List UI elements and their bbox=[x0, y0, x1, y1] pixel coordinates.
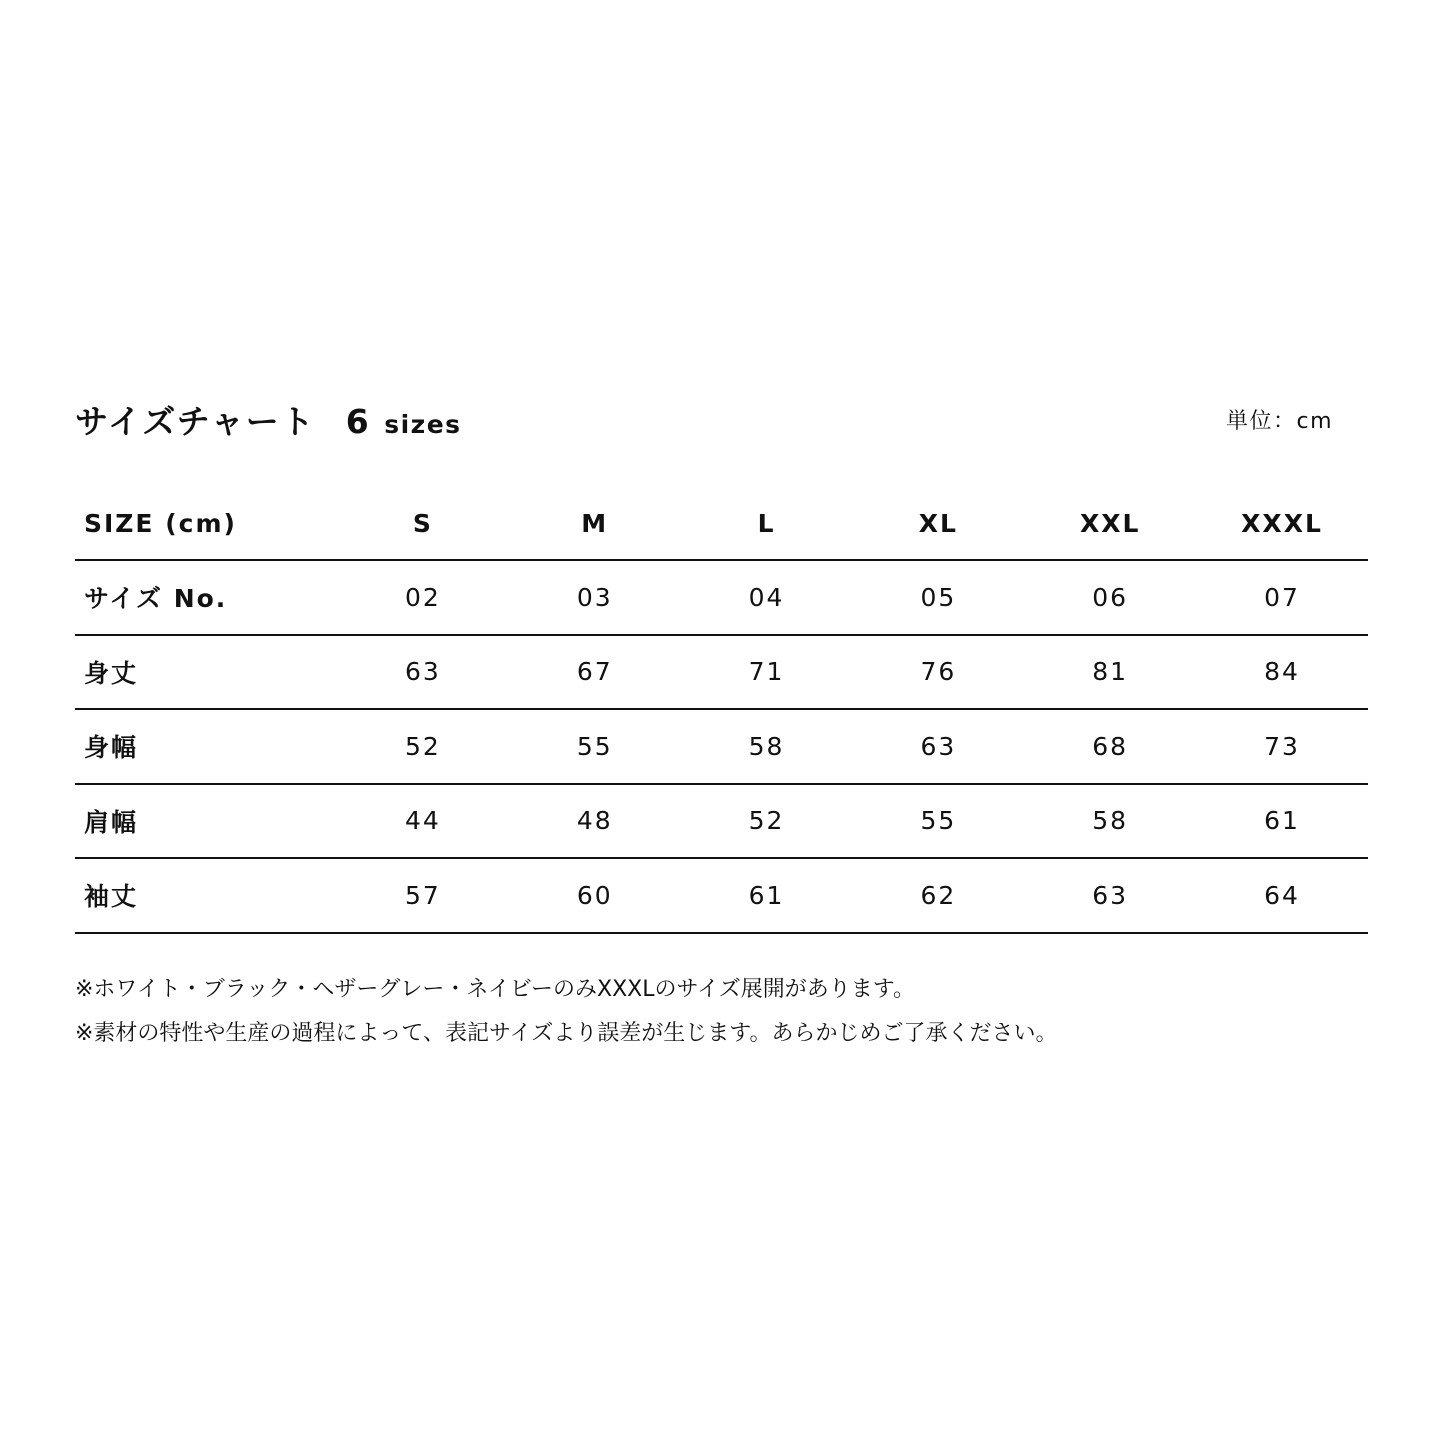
title-main: サイズチャート bbox=[75, 402, 316, 441]
table-row-body-width bbox=[75, 709, 1368, 784]
unit-label: 単位：cm bbox=[1226, 409, 1334, 434]
table-header-row bbox=[75, 487, 1368, 560]
table-cell: 62 bbox=[852, 858, 1024, 933]
table-cell: 67 bbox=[509, 635, 681, 710]
table-cell: 04 bbox=[681, 560, 853, 635]
column-header-m: M bbox=[509, 487, 681, 560]
table-cell: 03 bbox=[509, 560, 681, 635]
table-cell: 63 bbox=[1024, 858, 1196, 933]
table-row-size-number bbox=[75, 560, 1368, 635]
column-header-xxxl: XXXL bbox=[1196, 487, 1368, 560]
note-xxxl-availability: ※ホワイト・ブラック・ヘザーグレー・ネイビーのみXXXLのサイズ展開があります。 bbox=[75, 977, 915, 1002]
table-cell: 44 bbox=[337, 784, 509, 859]
row-label: サイズ No. bbox=[75, 560, 337, 635]
table-cell: 81 bbox=[1024, 635, 1196, 710]
table-cell: 76 bbox=[852, 635, 1024, 710]
title-count-word: sizes bbox=[384, 410, 462, 439]
title-count-number: 6 bbox=[345, 402, 371, 441]
table-cell: 60 bbox=[509, 858, 681, 933]
table-cell: 61 bbox=[1196, 784, 1368, 859]
page-title bbox=[75, 396, 462, 443]
table-cell: 06 bbox=[1024, 560, 1196, 635]
table-cell: 55 bbox=[509, 709, 681, 784]
table-cell: 58 bbox=[681, 709, 853, 784]
row-label: 身丈 bbox=[75, 635, 337, 710]
column-header-l: L bbox=[681, 487, 853, 560]
column-header-xl: XL bbox=[852, 487, 1024, 560]
table-cell: 63 bbox=[337, 635, 509, 710]
table-cell: 84 bbox=[1196, 635, 1368, 710]
note-size-tolerance: ※素材の特性や生産の過程によって、表記サイズより誤差が生じます。あらかじめご了承ください。 bbox=[75, 1021, 1058, 1046]
table-cell: 73 bbox=[1196, 709, 1368, 784]
table-row-sleeve-length bbox=[75, 858, 1368, 933]
table-row-body-length bbox=[75, 635, 1368, 710]
table-cell: 55 bbox=[852, 784, 1024, 859]
title-size-count bbox=[346, 402, 462, 441]
table-row-shoulder-width bbox=[75, 784, 1368, 859]
row-label: 袖丈 bbox=[75, 858, 337, 933]
table-cell: 71 bbox=[681, 635, 853, 710]
notes bbox=[75, 968, 1057, 1056]
table-cell: 63 bbox=[852, 709, 1024, 784]
table-cell: 48 bbox=[509, 784, 681, 859]
table-cell: 61 bbox=[681, 858, 853, 933]
table-cell: 57 bbox=[337, 858, 509, 933]
table-cell: 05 bbox=[852, 560, 1024, 635]
table-cell: 58 bbox=[1024, 784, 1196, 859]
row-label: 身幅 bbox=[75, 709, 337, 784]
size-chart-table bbox=[75, 487, 1368, 934]
table-cell: 52 bbox=[337, 709, 509, 784]
row-label: 肩幅 bbox=[75, 784, 337, 859]
table-cell: 02 bbox=[337, 560, 509, 635]
table-cell: 52 bbox=[681, 784, 853, 859]
table-cell: 64 bbox=[1196, 858, 1368, 933]
column-header-xxl: XXL bbox=[1024, 487, 1196, 560]
header-size-label: SIZE (cm) bbox=[75, 487, 337, 560]
table-cell: 68 bbox=[1024, 709, 1196, 784]
column-header-s: S bbox=[337, 487, 509, 560]
table-cell: 07 bbox=[1196, 560, 1368, 635]
